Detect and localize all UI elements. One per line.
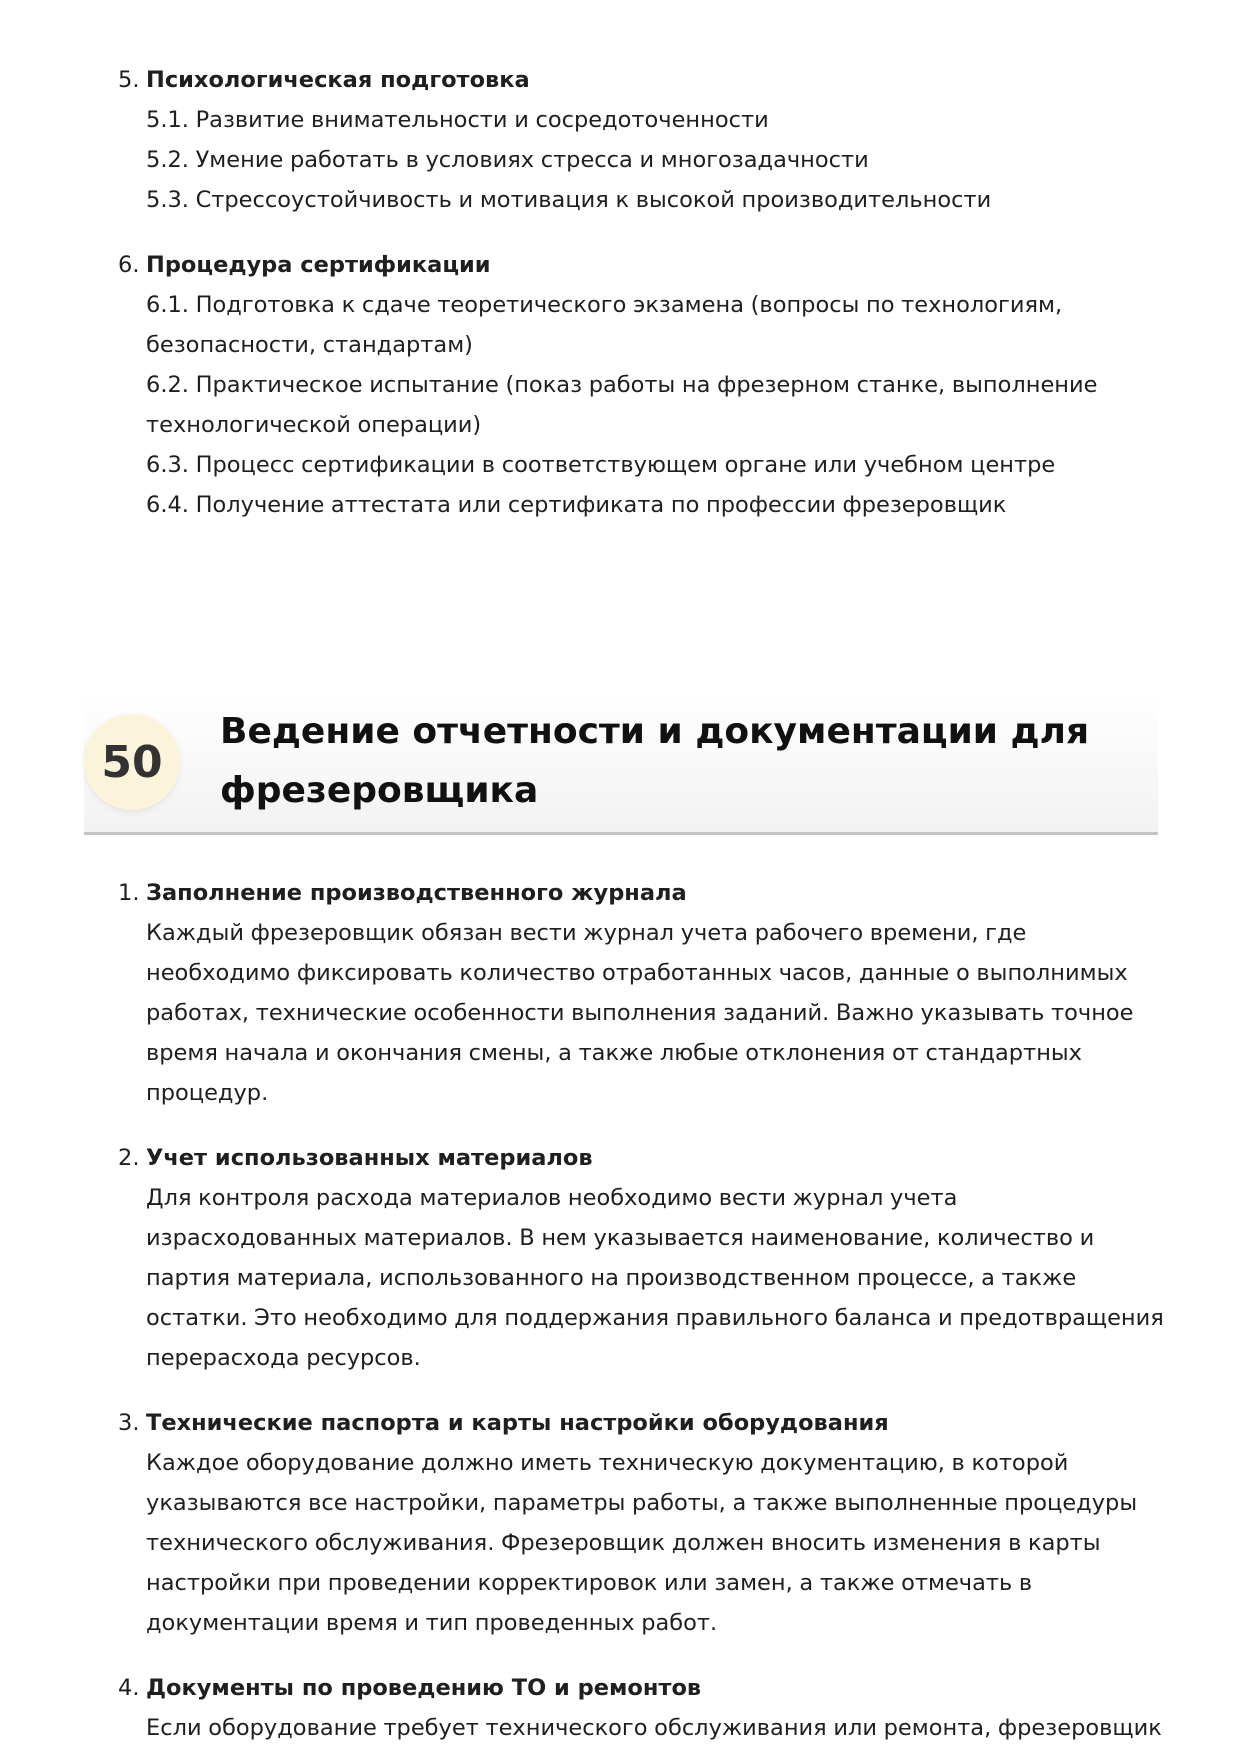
list-item-3 [118,1403,1168,1643]
list-item-title: Процедура сертификации [146,252,491,278]
list-item-title: Документы по проведению ТО и ремонтов [146,1675,702,1701]
section-number-badge: 50 [84,714,180,810]
subitem: 5.3. Стрессоустойчивость и мотивация к высокой производительности [146,187,992,213]
list-item-number: 6. [118,252,140,278]
list-item-header [118,60,1168,100]
list-item-text: Каждый фрезеровщик обязан вести журнал учета рабочего времени, где необходимо фиксировать количество отработанных часов, данные о выполнимых работах, технические особенности выполнения заданий. Важно указывать точное время начала и окончания смены, а также любые отклонения от стандартных процедур. [146,920,1134,1106]
list-item-header [118,1138,1168,1178]
subitem: 6.4. Получение аттестата или сертификата по профессии фрезеровщик [146,492,1007,518]
list-item-number: 2. [118,1145,140,1171]
list-item-title: Психологическая подготовка [146,67,530,93]
list-item-1 [118,873,1168,1113]
top-list [118,60,1168,525]
section-heading [84,694,1158,835]
list-item-number: 3. [118,1410,140,1436]
list-item-6 [118,245,1168,525]
list-item-number: 5. [118,67,140,93]
list-item-text: Если оборудование требует технического обслуживания или ремонта, фрезеровщик [146,1715,1162,1741]
list-item-header [118,1668,1168,1708]
list-item-title: Учет использованных материалов [146,1145,593,1171]
list-item-number: 4. [118,1675,140,1701]
list-item-header [118,1403,1168,1443]
list-item-5 [118,60,1168,220]
list-item-subitems [118,100,1168,220]
subitem: 6.3. Процесс сертификации в соответствующем органе или учебном центре [146,452,1056,478]
subitem: 6.2. Практическое испытание (показ работы на фрезерном станке, выполнение технологической операции) [146,372,1098,438]
section-title: Ведение отчетности и документации для фрезеровщика [220,711,1090,811]
list-item-header [118,245,1168,285]
subitem: 5.2. Умение работать в условиях стресса и многозадачности [146,147,869,173]
list-item-header [118,873,1168,913]
list-item-text: Каждое оборудование должно иметь техническую документацию, в которой указываются все настройки, параметры работы, а также выполненные процедуры технического обслуживания. Фрезеровщик должен вносить изменения в карты настройки при проведении корректировок или замен, а также отмечать в документации время и тип проведенных работ. [146,1450,1138,1636]
list-item-title: Заполнение производственного журнала [146,880,687,906]
subitem: 5.1. Развитие внимательности и сосредоточенности [146,107,769,133]
section-list [118,873,1168,1748]
list-item-subitems [118,285,1168,525]
list-item-text: Для контроля расхода материалов необходимо вести журнал учета израсходованных материалов. В нем указывается наименование, количество и партия материала, использованного на производственном процессе, а также остатки. Это необходимо для поддержания правильного баланса и предотвращения перерасхода ресурсов. [146,1185,1164,1371]
list-item-number: 1. [118,880,140,906]
list-item-title: Технические паспорта и карты настройки оборудования [146,1410,889,1436]
list-item-2 [118,1138,1168,1378]
list-item-4 [118,1668,1168,1748]
subitem: 6.1. Подготовка к сдаче теоретического экзамена (вопросы по технологиям, безопасности, стандартам) [146,292,1063,358]
